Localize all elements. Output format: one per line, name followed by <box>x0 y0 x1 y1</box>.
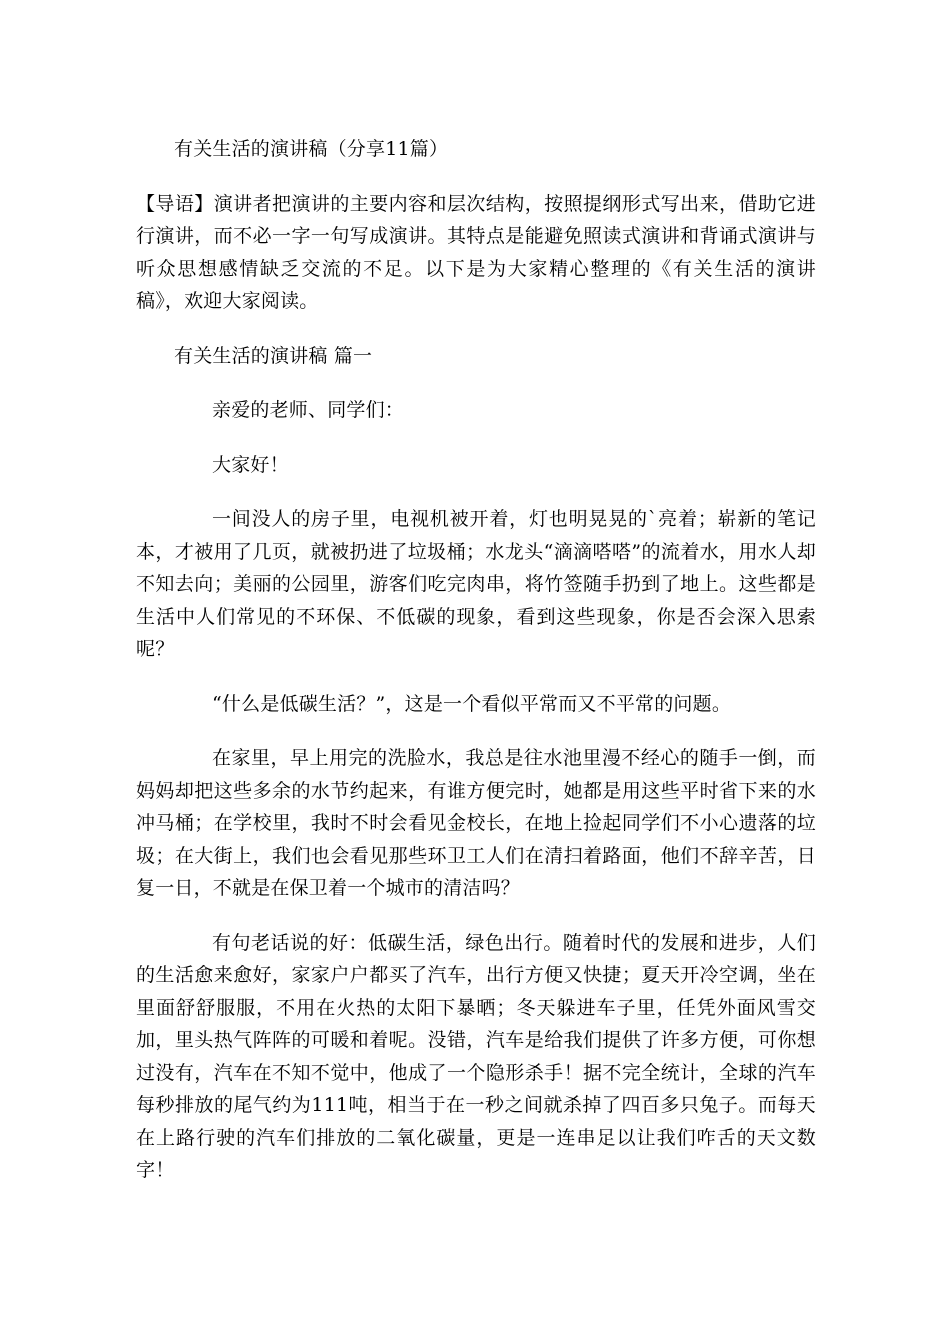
body-paragraph: 一间没人的房子里，电视机被开着，灯也明晃晃的`亮着；崭新的笔记本，才被用了几页，就被扔进了垃圾桶；水龙头“滴滴嗒嗒”的流着水，用水人却不知去向；美丽的公园里，游客们吃完肉串，将竹签随手扔到了地上。这些都是生活中人们常见的不环保、不低碳的现象，看到这些现象，你是否会深入思索呢？ <box>136 508 816 660</box>
section-title: 有关生活的演讲稿 篇一 <box>174 344 373 367</box>
document-body <box>136 133 816 1187</box>
body-paragraph: 有句老话说的好：低碳生活，绿色出行。随着时代的发展和进步，人们的生活愈来愈好，家家户户都买了汽车，出行方便又快捷；夏天开冷空调，坐在里面舒舒服服，不用在火热的太阳下暴晒；冬天躲进车子里，任凭外面风雪交加，里头热气阵阵的可暖和着呢。没错，汽车是给我们提供了许多方便，可你想过没有，汽车在不知不觉中，他成了一个隐形杀手！据不完全统计，全球的汽车每秒排放的尾气约为111吨，相当于在一秒之间就杀掉了四百多只兔子。而每天在上路行驶的汽车们排放的二氧化碳量，更是一连串足以让我们咋舌的天文数字！ <box>136 931 816 1181</box>
body-paragraph: 在家里，早上用完的洗脸水，我总是往水池里漫不经心的随手一倒，而妈妈却把这些多余的水节约起来，有谁方便完时，她都是用这些平时省下来的水冲马桶；在学校里，我时不时会看见金校长，在地上捡起同学们不小心遗落的垃圾；在大街上，我们也会看见那些环卫工人们在清扫着路面，他们不辞辛苦，日复一日，不就是在保卫着一个城市的清洁吗？ <box>136 747 816 899</box>
intro-paragraph: 【导语】演讲者把演讲的主要内容和层次结构，按照提纲形式写出来，借助它进行演讲，而不必一字一句写成演讲。其特点是能避免照读式演讲和背诵式演讲与听众思想感情缺乏交流的不足。以下是为大家精心整理的《有关生活的演讲稿》，欢迎大家阅读。 <box>136 192 816 312</box>
salutation: 亲爱的老师、同学们： <box>212 399 405 421</box>
body-paragraph: “什么是低碳生活？”，这是一个看似平常而又不平常的问题。 <box>212 692 732 715</box>
document-title: 有关生活的演讲稿（分享11篇） <box>174 138 449 160</box>
greeting: 大家好！ <box>212 453 289 476</box>
